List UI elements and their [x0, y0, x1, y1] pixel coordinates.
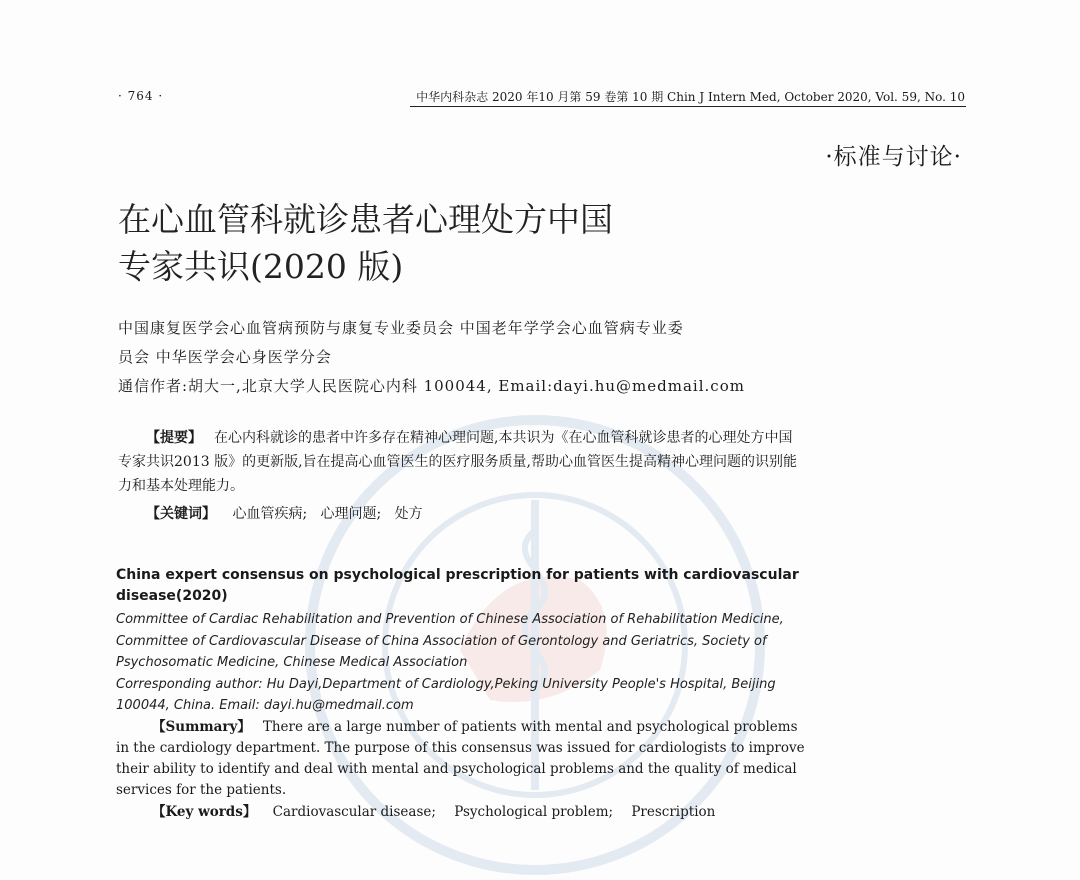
author-line-2: 员会 中华医学会心身医学分会 — [118, 348, 332, 366]
corresponding-author-line: 通信作者:胡大一,北京大学人民医院心内科 100044, Email:dayi.hu@medmail.com — [118, 377, 745, 395]
affiliation-line: Psychosomatic Medicine, Chinese Medical Association — [116, 655, 468, 670]
page-number: · 764 · — [118, 89, 164, 103]
summary-line — [116, 717, 800, 738]
section-tag: ·标准与讨论· — [825, 144, 962, 170]
english-abstract — [116, 565, 805, 823]
affiliation-line: Committee of Cardiovascular Disease of China Association of Gerontology and Geriatrics, Society of — [116, 633, 767, 649]
summary-line: in the cardiology department. The purpose of this consensus was issued for cardiologists to improve — [116, 739, 805, 756]
english-title — [116, 565, 800, 607]
affiliation-line: Committee of Cardiac Rehabilitation and Prevention of Chinese Association of Rehabilitation Medicine, — [116, 612, 784, 627]
keyword: Psychological problem; — [454, 803, 614, 820]
english-title-line: disease(2020) — [116, 588, 228, 604]
abstract-label: 【提要】 — [146, 430, 202, 446]
english-title-line: China expert consensus on psychological prescription for patients with cardiovascular — [116, 567, 799, 583]
summary-line: services for the patients. — [116, 781, 287, 798]
english-keywords — [116, 801, 800, 823]
summary-label: 【Summary】 — [152, 718, 251, 735]
corresponding-line: Corresponding author: Hu Dayi,Department of Cardiology,Peking University People's Hospital, Beijing — [116, 676, 776, 692]
abstract-paragraph — [118, 426, 802, 498]
title-line-1: 在心血管科就诊患者心理处方中国 — [118, 200, 613, 239]
keyword: Cardiovascular disease; — [272, 803, 436, 820]
article-title — [118, 196, 613, 290]
keywords-label: 【关键词】 — [146, 506, 216, 522]
summary-text: There are a large number of patients with mental and psychological problems — [262, 718, 798, 735]
keyword: 心血管疾病; — [232, 506, 308, 522]
corresponding-line: 100044, China. Email: dayi.hu@medmail.com — [116, 698, 414, 713]
english-corresponding-author — [116, 674, 800, 717]
author-line-1: 中国康复医学会心血管病预防与康复专业委员会 中国老年学学会心血管病专业委 — [118, 319, 684, 337]
abstract-text: 在心内科就诊的患者中许多存在精神心理问题,本共识为《在心血管科就诊患者的心理处方中国专家共识2013 版》的更新版,旨在提高心血管医生的医疗服务质量,帮助心血管医生提高精神心理问题的识别能力和基本处理能力。 — [118, 430, 797, 494]
summary-line: their ability to identify and deal with mental and psychological problems and the quality of medical — [116, 760, 797, 777]
keywords-line — [118, 502, 802, 526]
title-line-2: 专家共识(2020 版) — [118, 247, 404, 286]
keyword: Prescription — [631, 803, 716, 820]
header-rule — [410, 106, 966, 107]
author-block — [118, 314, 808, 401]
english-affiliations — [116, 609, 800, 674]
english-summary — [116, 717, 805, 801]
journal-citation: 中华内科杂志 2020 年10 月第 59 卷第 10 期 Chin J Intern Med, October 2020, Vol. 59, No. 10 — [416, 90, 965, 104]
keyword: 处方 — [394, 506, 423, 522]
chinese-abstract — [118, 426, 802, 526]
keyword: 心理问题; — [320, 506, 382, 522]
key-words-label: 【Key words】 — [152, 803, 257, 820]
